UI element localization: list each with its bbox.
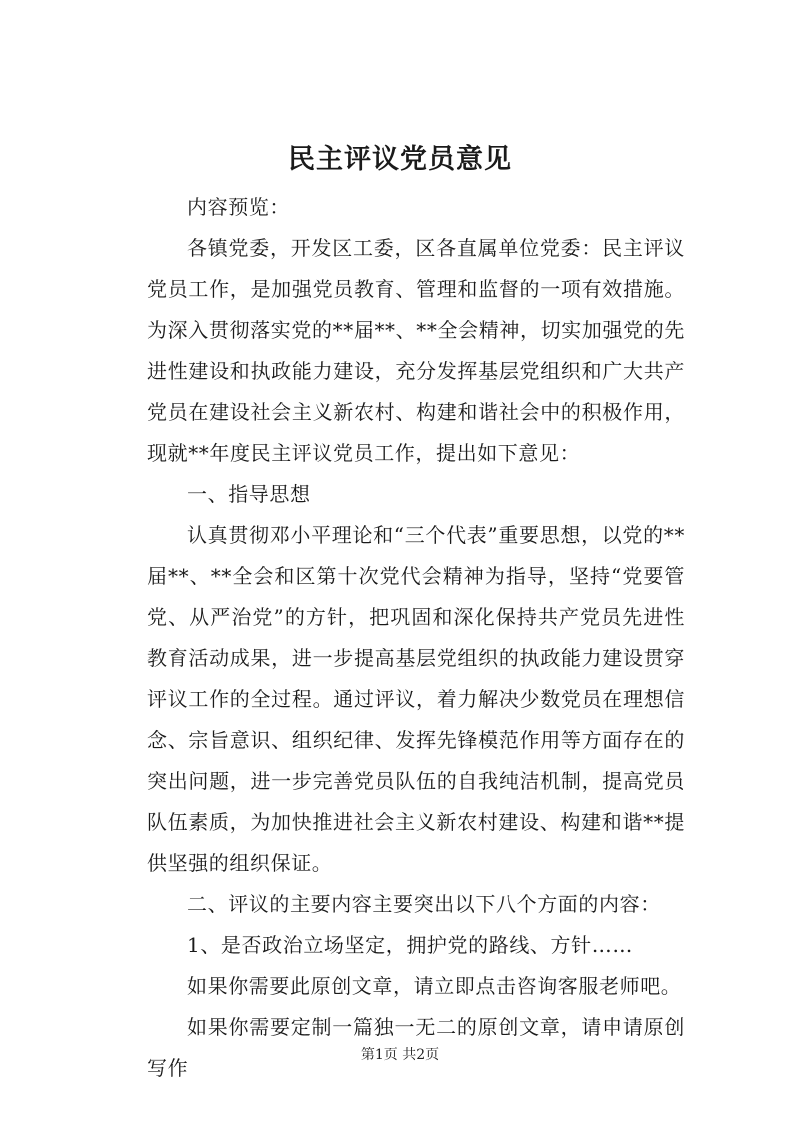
page-footer: 第1页 共2页 (360, 1047, 440, 1063)
document-body (147, 187, 685, 1089)
section-heading-main-content: 二、评议的主要内容主要突出以下八个方面的内容： (187, 892, 661, 916)
document-title: 民主评议党员意见 (288, 144, 512, 175)
promo-line-custom: 如果你需要定制一篇独一无二的原创文章，请申请原创写作 (147, 1015, 685, 1080)
paragraph-guiding-ideology: 认真贯彻邓小平理论和“三个代表”重要思想，以党的**届**、**全会和区第十次党代会精神为指导，坚持“党要管党、从严治党”的方针，把巩固和深化保持共产党员先进性教育活动成果，进一步提高基层党组织的执政能力建设贯穿评议工作的全过程。通过评议，着力解决少数党员在理想信念、宗旨意识、组织纪律、发挥先锋模范作用等方面存在的突出问题，进一步完善党员队伍的自我纯洁机制，提高党员队伍素质，为加快推进社会主义新农村建设、构建和谐**提供坚强的组织保证。 (147, 523, 685, 875)
list-item-political-stance: 1、是否政治立场坚定，拥护党的路线、方针…… (187, 933, 633, 957)
promo-line-consult: 如果你需要此原创文章，请立即点击咨询客服老师吧。 (187, 974, 682, 998)
paragraph-intro: 各镇党委，开发区工委，区各直属单位党委：民主评议党员工作，是加强党员教育、管理和监督的一项有效措施。为深入贯彻落实党的**届**、**全会精神，切实加强党的先进性建设和执政能力建设，充分发挥基层党组织和广大共产党员在建设社会主义新农村、构建和谐社会中的积极作用，现就**年度民主评议党员工作，提出如下意见： (147, 236, 685, 465)
preview-label: 内容预览： (187, 195, 290, 219)
section-heading-guiding-ideology: 一、指导思想 (187, 482, 311, 506)
